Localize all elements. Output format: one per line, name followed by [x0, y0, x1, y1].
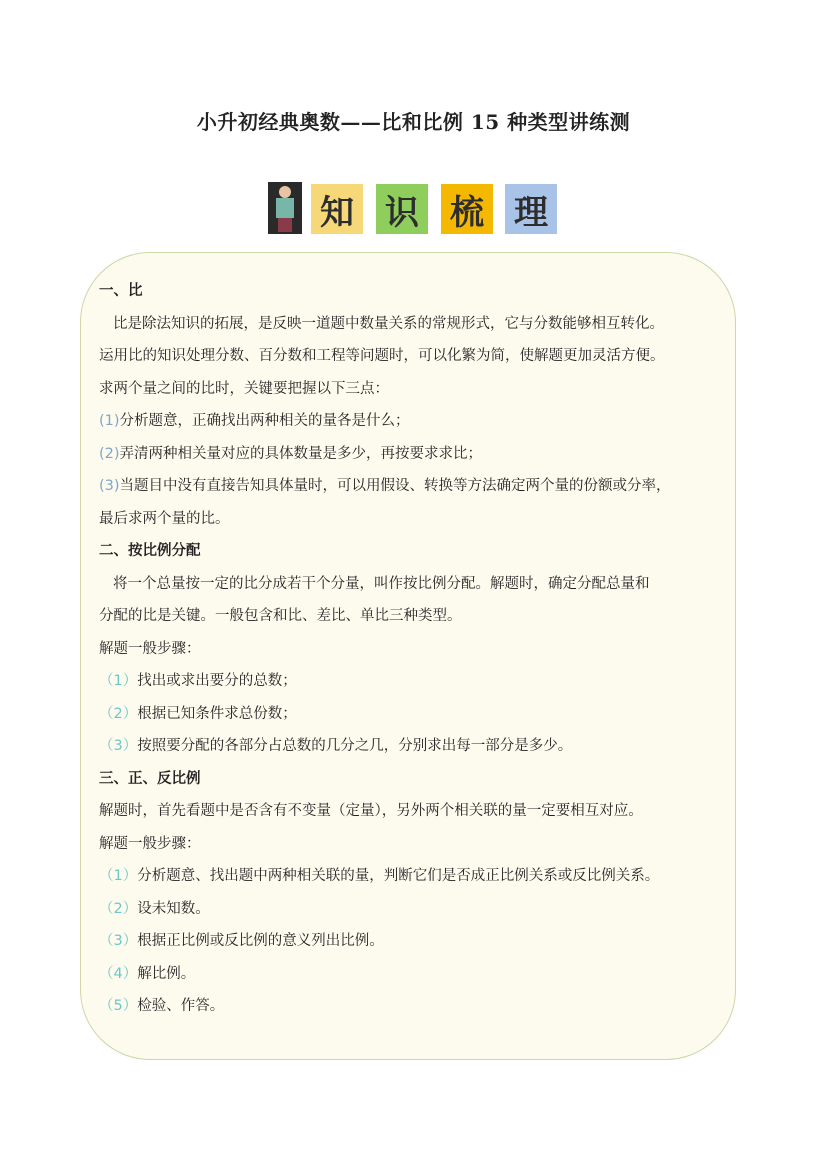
list-text: 当题目中没有直接告知具体量时，可以用假设、转换等方法确定两个量的份额或分率， — [119, 478, 671, 494]
list-item — [99, 405, 739, 438]
list-number: （1） — [99, 868, 138, 884]
list-item — [99, 860, 739, 893]
list-text: 分析题意，正确找出两种相关的量各是什么； — [119, 413, 410, 429]
list-text: 弄清两种相关量对应的具体数量是多少，再按要求求比； — [119, 445, 483, 462]
list-number: (2) — [99, 445, 120, 462]
section-heading: 二、按比例分配 — [99, 543, 201, 559]
paragraph: 求两个量之间的比时，关键要把握以下三点： — [99, 380, 389, 397]
section-heading: 一、比 — [99, 283, 143, 299]
paragraph: 最后求两个量的比。 — [99, 510, 230, 527]
list-number: （3） — [99, 933, 138, 949]
list-text: 根据已知条件求总份数； — [137, 705, 297, 722]
content-body — [99, 275, 739, 1023]
list-text: 检验、作答。 — [137, 998, 225, 1014]
banner-tile-4: 理 — [505, 184, 557, 234]
list-text: 设未知数。 — [137, 900, 210, 917]
steps-label: 解题一般步骤： — [99, 835, 201, 852]
list-item — [99, 990, 739, 1023]
list-item — [99, 470, 739, 503]
teacher-illustration-icon — [268, 182, 302, 234]
list-item — [99, 730, 739, 763]
paragraph: 运用比的知识处理分数、百分数和工程等问题时，可以化繁为简，使解题更加灵活方便。 — [99, 348, 665, 364]
list-number: （4） — [99, 965, 138, 982]
steps-label: 解题一般步骤： — [99, 640, 201, 657]
section-heading: 三、正、反比例 — [99, 770, 201, 787]
list-item — [99, 958, 739, 991]
list-number: (3) — [99, 478, 120, 494]
list-number: （3） — [99, 738, 138, 754]
list-number: （1） — [99, 673, 138, 689]
list-number: （5） — [99, 998, 138, 1014]
paragraph: 解题时，首先看题中是否含有不变量（定量），另外两个相关联的量一定要相互对应。 — [99, 803, 643, 819]
list-text: 解比例。 — [137, 965, 196, 982]
paragraph: 将一个总量按一定的比分成若干个分量，叫作按比例分配。解题时，确定分配总量和 — [113, 575, 650, 592]
list-text: 根据正比例或反比例的意义列出比例。 — [137, 933, 384, 949]
list-number: (1) — [99, 413, 120, 429]
list-number: （2） — [99, 705, 138, 722]
list-item — [99, 925, 739, 958]
page-title: 小升初经典奥数——比和比例 15 种类型讲练测 — [196, 110, 631, 134]
list-text: 分析题意、找出题中两种相关联的量，判断它们是否成正比例关系或反比例关系。 — [137, 868, 660, 884]
banner-tile-1: 知 — [311, 184, 363, 234]
list-item — [99, 438, 739, 471]
banner-tile-2: 识 — [376, 184, 428, 234]
paragraph: 比是除法知识的拓展，是反映一道题中数量关系的常规形式，它与分数能够相互转化。 — [113, 315, 664, 332]
banner-tile-3: 梳 — [441, 184, 493, 234]
paragraph: 分配的比是关键。一般包含和比、差比、单比三种类型。 — [99, 608, 462, 624]
list-text: 找出或求出要分的总数； — [137, 673, 297, 689]
list-text: 按照要分配的各部分占总数的几分之几，分别求出每一部分是多少。 — [137, 738, 573, 754]
list-number: （2） — [99, 900, 138, 917]
list-item — [99, 893, 739, 926]
list-item — [99, 698, 739, 731]
list-item — [99, 665, 739, 698]
